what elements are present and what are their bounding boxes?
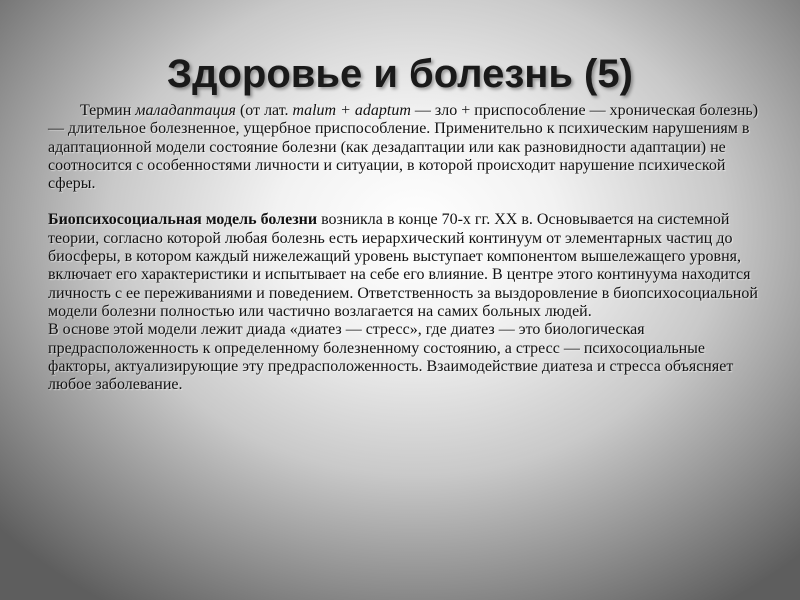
para2-rest: возникла в конце 70-х гг. XX в. Основывается на системной теории, согласно которой любая болезнь есть иерархический континуум от элементарных частиц до биосферы, в котором каждый нижележащий уровень выступает компонентом вышележащего уровня, включает его характеристики и испытывает на себе его влияние. В центре этого континуума находится личность с ее переживаниями и поведением. Ответственность за выздоровление в биопсихосоциальной модели болезни полностью или частично возлагается на самих больных людей. (48, 211, 758, 320)
term-biopsychosocial-model: Биопсихосоциальная модель болезни (48, 211, 318, 229)
para1-rest: — зло + приспособление — хроническая болезнь) — длительное болезненное, ущербное приспособление. Применительно к психическим нарушениям в адаптационной модели состояние болезни (как дезадаптации или как разновидности адаптации) не соотносится с особенностями личности и ситуации, в которой происходит нарушение психической сферы. (48, 102, 759, 193)
paragraph-biopsychosocial (48, 211, 760, 321)
paragraph-gap (48, 193, 760, 211)
para1-mid: (от лат. (235, 102, 293, 119)
term-maladaptation: маладаптация (135, 102, 236, 119)
paragraph-maladaptation (48, 102, 760, 193)
latin-term: malum + adaptum (292, 102, 411, 119)
slide-title: Здоровье и болезнь (5) (167, 52, 633, 96)
slide-body (48, 102, 760, 394)
paragraph-diathesis-stress: В основе этой модели лежит диада «диатез — стресс», где диатез — это биологическая предрасположенность к определенному болезненному состоянию, а стресс — психосоциальные факторы, актуализирующие эту предрасположенность. Взаимодействие диатеза и стресса объясняет любое заболевание. (48, 321, 734, 394)
para1-lead: Термин (80, 102, 136, 119)
